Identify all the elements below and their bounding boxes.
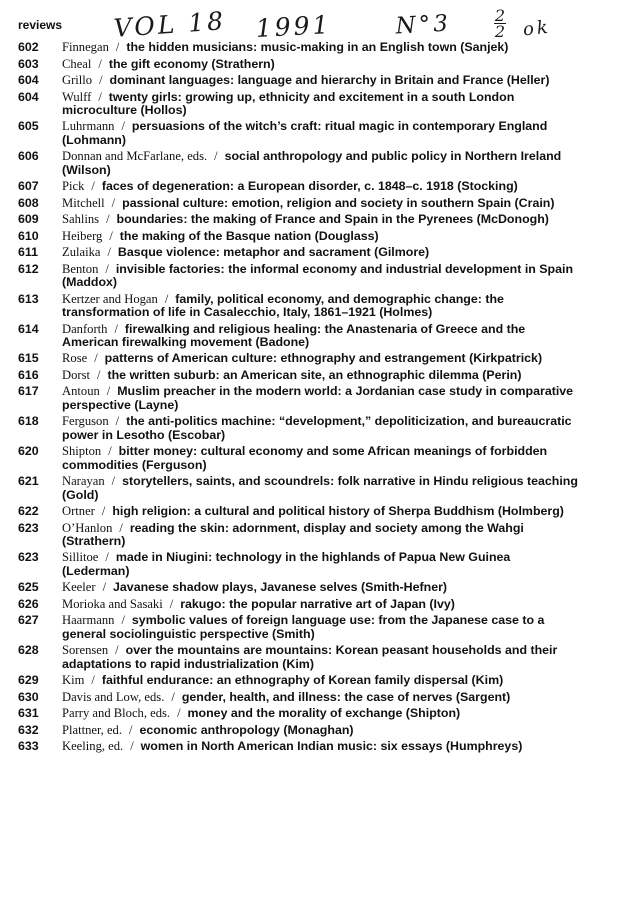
- book-author: Danforth: [62, 321, 108, 336]
- separator-slash: /: [169, 596, 174, 611]
- book-title-and-reviewer: storytellers, saints, and scoundrels: folk narrative in Hindu religious teaching (Gold): [62, 474, 578, 502]
- page-number: 623: [18, 520, 39, 535]
- book-author: Sahlins: [62, 212, 100, 227]
- review-text: [62, 74, 578, 87]
- book-title-and-reviewer: faces of degeneration: a European disorder, c. 1848–c. 1918 (Stocking): [101, 179, 518, 194]
- separator-slash: /: [121, 119, 125, 134]
- page-number: 605: [18, 119, 39, 134]
- book-title-and-reviewer: faithful endurance: an ethnography of Korean family dispersal (Kim): [101, 673, 504, 688]
- book-title-and-reviewer: money and the morality of exchange (Shipton): [187, 706, 461, 721]
- separator-slash: /: [214, 149, 218, 164]
- book-author: O’Hanlon: [62, 520, 113, 535]
- review-entry: [18, 581, 578, 594]
- separator-slash: /: [111, 195, 116, 210]
- review-entry: [18, 74, 578, 87]
- page-number: 617: [18, 384, 39, 399]
- review-entry: [18, 475, 578, 502]
- book-title-and-reviewer: twenty girls: growing up, ethnicity and excitement in a south London microculture (Hollos): [62, 89, 515, 117]
- book-author: Antoun: [62, 384, 100, 399]
- review-text: [62, 551, 578, 578]
- review-entry: [18, 41, 578, 54]
- review-entry: [18, 385, 578, 412]
- separator-slash: /: [91, 673, 95, 688]
- book-author: Zulaika: [62, 245, 101, 260]
- page-number: 622: [18, 504, 39, 519]
- book-title-and-reviewer: made in Niugini: technology in the highlands of Papua New Guinea (Lederman): [62, 550, 511, 578]
- separator-slash: /: [97, 367, 101, 382]
- separator-slash: /: [107, 245, 111, 260]
- separator-slash: /: [109, 228, 113, 243]
- review-text: [62, 293, 578, 320]
- review-entry: [18, 740, 578, 753]
- review-entry: [18, 263, 578, 290]
- book-title-and-reviewer: the gift economy (Strathern): [108, 56, 275, 71]
- book-title-and-reviewer: dominant languages: language and hierarchy in Britain and France (Heller): [109, 73, 550, 87]
- review-entry: [18, 150, 578, 177]
- book-author: Keeling, ed.: [62, 739, 124, 754]
- page-number: 604: [18, 89, 39, 104]
- book-author: Wulff: [62, 89, 92, 104]
- separator-slash: /: [164, 291, 169, 306]
- book-author: Sorensen: [62, 643, 109, 658]
- fraction-bottom: 2: [494, 22, 506, 41]
- book-author: Keeler: [62, 580, 96, 595]
- book-author: Mitchell: [62, 195, 105, 210]
- review-entry: [18, 230, 578, 243]
- review-text: [62, 120, 578, 147]
- review-text: [62, 581, 578, 594]
- review-entry: [18, 614, 578, 641]
- book-author: Rose: [62, 351, 88, 366]
- book-author: Donnan and McFarlane, eds.: [62, 149, 208, 164]
- review-text: [62, 674, 578, 687]
- review-entry: [18, 120, 578, 147]
- handwritten-year: 1991: [255, 10, 333, 43]
- page-number: 620: [18, 444, 39, 459]
- separator-slash: /: [106, 384, 111, 399]
- book-title-and-reviewer: economic anthropology (Monaghan): [139, 722, 354, 737]
- book-author: Davis and Low, eds.: [62, 689, 165, 704]
- review-text: [62, 213, 578, 226]
- separator-slash: /: [99, 73, 103, 87]
- review-text: [62, 230, 578, 243]
- review-entry: [18, 691, 578, 704]
- separator-slash: /: [115, 40, 120, 54]
- book-author: Kertzer and Hogan: [62, 291, 158, 306]
- book-title-and-reviewer: Basque violence: metaphor and sacrament (Gilmore): [117, 245, 430, 260]
- review-entry: [18, 724, 578, 737]
- page-number: 621: [18, 474, 39, 489]
- page-number: 633: [18, 739, 39, 754]
- review-entry: [18, 213, 578, 226]
- book-author: Shipton: [62, 444, 102, 459]
- separator-slash: /: [119, 520, 123, 535]
- review-text: [62, 505, 578, 518]
- handwritten-number: N°3: [394, 10, 452, 40]
- book-author: Parry and Bloch, eds.: [62, 706, 171, 721]
- review-text: [62, 352, 578, 365]
- review-text: [62, 415, 578, 442]
- separator-slash: /: [106, 212, 110, 227]
- review-entry: [18, 323, 578, 350]
- separator-slash: /: [177, 706, 181, 721]
- review-text: [62, 644, 578, 671]
- review-text: [62, 323, 578, 350]
- book-title-and-reviewer: firewalking and religious healing: the Anastenaria of Greece and the American firewalking movement (Badone): [62, 321, 526, 349]
- review-text: [62, 385, 578, 412]
- review-text: [62, 614, 578, 641]
- book-title-and-reviewer: persuasions of the witch’s craft: ritual magic in contemporary England (Lohmann): [62, 119, 548, 147]
- review-entry: [18, 505, 578, 518]
- page-number: 616: [18, 367, 39, 382]
- review-entry: [18, 598, 578, 611]
- separator-slash: /: [98, 56, 102, 71]
- handwritten-ok-note: ok: [521, 16, 552, 41]
- review-text: [62, 180, 578, 193]
- book-title-and-reviewer: the anti-politics machine: “development,” depoliticization, and bureaucratic power in Lesotho (Escobar): [62, 414, 572, 442]
- book-title-and-reviewer: the making of the Basque nation (Douglass): [119, 228, 379, 243]
- review-entry: [18, 522, 578, 549]
- book-author: Ortner: [62, 504, 95, 519]
- review-entry: [18, 246, 578, 259]
- review-text: [62, 263, 578, 290]
- review-text: [62, 369, 578, 382]
- review-text: [62, 475, 578, 502]
- review-entry: [18, 644, 578, 671]
- book-title-and-reviewer: bitter money: cultural economy and some African meanings of forbidden commodities (Ferguson): [62, 444, 548, 472]
- separator-slash: /: [115, 643, 119, 658]
- book-title-and-reviewer: symbolic values of foreign language use: from the Japanese case to a general sociolinguistic perspective (Smith): [62, 613, 545, 641]
- separator-slash: /: [129, 722, 133, 737]
- page-number: 610: [18, 228, 39, 243]
- book-author: Finnegan: [62, 40, 109, 54]
- review-text: [62, 58, 578, 71]
- book-title-and-reviewer: high religion: a cultural and political history of Sherpa Buddhism (Holmberg): [112, 504, 564, 519]
- page-number: 607: [18, 179, 39, 194]
- review-text: [62, 522, 578, 549]
- review-entry: [18, 369, 578, 382]
- book-author: Cheal: [62, 56, 92, 71]
- book-title-and-reviewer: boundaries: the making of France and Spain in the Pyrenees (McDonogh): [116, 212, 549, 227]
- review-entry: [18, 352, 578, 365]
- review-entry: [18, 180, 578, 193]
- page-number: 608: [18, 195, 39, 210]
- book-author: Sillitoe: [62, 550, 99, 565]
- page-number: 615: [18, 351, 39, 366]
- book-title-and-reviewer: Javanese shadow plays, Javanese selves (Smith-Hefner): [113, 580, 448, 595]
- page-number: 632: [18, 722, 39, 737]
- book-author: Grillo: [62, 73, 93, 87]
- book-title-and-reviewer: women in North American Indian music: six essays (Humphreys): [140, 739, 523, 754]
- book-title-and-reviewer: invisible factories: the informal economy and industrial development in Spain (Maddox): [62, 261, 574, 290]
- book-author: Ferguson: [62, 414, 109, 429]
- separator-slash: /: [105, 261, 109, 276]
- page-number: 606: [18, 149, 39, 164]
- separator-slash: /: [171, 689, 175, 704]
- page-number: 611: [18, 245, 38, 260]
- page-number: 609: [18, 212, 39, 227]
- book-title-and-reviewer: over the mountains are mountains: Korean peasant households and their adaptations to rapid industrialization (Kim): [62, 643, 558, 671]
- review-text: [62, 724, 578, 737]
- separator-slash: /: [115, 414, 120, 429]
- book-title-and-reviewer: passional culture: emotion, religion and society in southern Spain (Crain): [122, 195, 555, 210]
- book-title-and-reviewer: rakugo: the popular narrative art of Japan (Ivy): [180, 596, 455, 611]
- separator-slash: /: [114, 321, 118, 336]
- book-author: Narayan: [62, 474, 105, 489]
- review-text: [62, 598, 578, 611]
- review-list: [18, 41, 578, 757]
- review-text: [62, 197, 578, 210]
- page-number: 626: [18, 596, 39, 611]
- page-number: 625: [18, 580, 39, 595]
- book-author: Plattner, ed.: [62, 722, 122, 737]
- book-author: Dorst: [62, 367, 90, 382]
- page-number: 623: [18, 550, 39, 565]
- review-entry: [18, 415, 578, 442]
- book-title-and-reviewer: family, political economy, and demographic change: the transformation of life in Casalecchio, Italy, 1861–1921 (Holmes): [62, 291, 504, 320]
- book-title-and-reviewer: Muslim preacher in the modern world: a Jordanian case study in comparative perspective (Layne): [62, 384, 574, 412]
- book-title-and-reviewer: the hidden musicians: music-making in an English town (Sanjek): [126, 40, 509, 54]
- handwritten-volume: VOL 18: [112, 6, 227, 43]
- review-text: [62, 246, 578, 259]
- separator-slash: /: [91, 179, 95, 194]
- separator-slash: /: [111, 474, 116, 489]
- page-number: 602: [18, 40, 39, 54]
- book-author: Benton: [62, 261, 99, 276]
- page-number: 603: [18, 56, 39, 71]
- book-title-and-reviewer: patterns of American culture: ethnography and estrangement (Kirkpatrick): [104, 351, 543, 366]
- book-author: Luhrmann: [62, 119, 115, 134]
- book-author: Morioka and Sasaki: [62, 596, 163, 611]
- review-entry: [18, 551, 578, 578]
- separator-slash: /: [101, 504, 106, 519]
- fraction-top: 2: [494, 6, 506, 25]
- separator-slash: /: [94, 351, 98, 366]
- review-entry: [18, 707, 578, 720]
- book-title-and-reviewer: the written suburb: an American site, an ethnographic dilemma (Perin): [107, 367, 522, 382]
- book-title-and-reviewer: social anthropology and public policy in Northern Ireland (Wilson): [62, 149, 562, 177]
- review-text: [62, 150, 578, 177]
- review-text: [62, 740, 578, 753]
- review-text: [62, 707, 578, 720]
- separator-slash: /: [130, 739, 134, 754]
- review-entry: [18, 91, 578, 118]
- page-number: 604: [18, 73, 39, 87]
- page-number: 614: [18, 321, 39, 336]
- book-title-and-reviewer: gender, health, and illness: the case of nerves (Sargent): [181, 689, 511, 704]
- page-number: 613: [18, 291, 39, 306]
- page-number: 630: [18, 689, 39, 704]
- section-label: reviews: [18, 18, 63, 32]
- review-entry: [18, 674, 578, 687]
- review-text: [62, 91, 578, 118]
- page-number: 628: [18, 643, 39, 658]
- page-number: 627: [18, 613, 39, 628]
- review-entry: [18, 293, 578, 320]
- page-number: 629: [18, 673, 39, 688]
- review-text: [62, 445, 578, 472]
- review-entry: [18, 445, 578, 472]
- page-number: 612: [18, 261, 39, 276]
- separator-slash: /: [121, 613, 125, 628]
- review-entry: [18, 197, 578, 210]
- separator-slash: /: [98, 89, 102, 104]
- separator-slash: /: [105, 550, 109, 565]
- separator-slash: /: [108, 444, 112, 459]
- page-number: 631: [18, 706, 39, 721]
- review-text: [62, 691, 578, 704]
- review-entry: [18, 58, 578, 71]
- review-text: [62, 41, 578, 54]
- separator-slash: /: [102, 580, 107, 595]
- book-author: Pick: [62, 179, 85, 194]
- book-author: Haarmann: [62, 613, 115, 628]
- book-author: Kim: [62, 673, 85, 688]
- book-title-and-reviewer: reading the skin: adornment, display and society among the Wahgi (Strathern): [62, 520, 524, 548]
- page-number: 618: [18, 414, 39, 429]
- book-author: Heiberg: [62, 228, 103, 243]
